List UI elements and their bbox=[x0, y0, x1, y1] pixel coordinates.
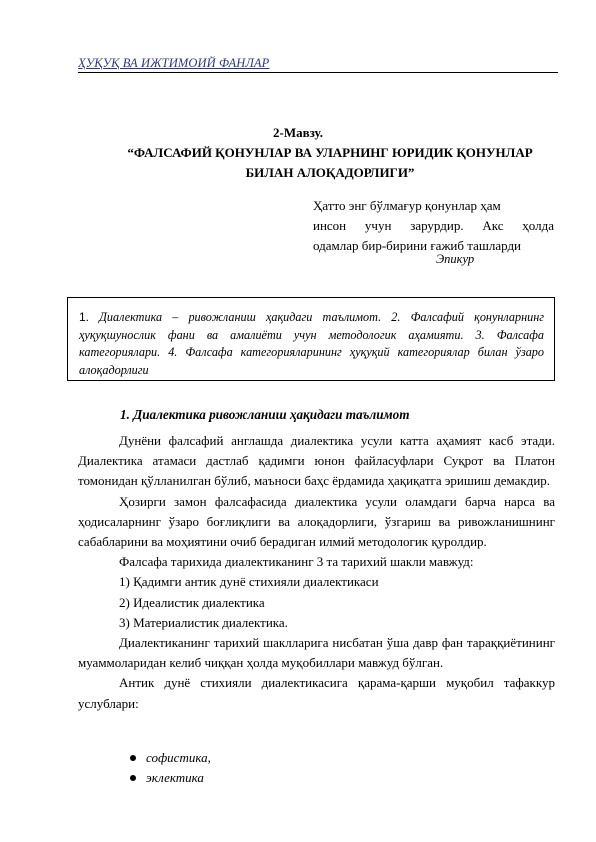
epigraph-author: Эпикур bbox=[436, 252, 475, 266]
bullet-list bbox=[130, 748, 211, 788]
header-title: ҲУҚУҚ ВА ИЖТИМОИЙ ФАНЛАР bbox=[78, 56, 270, 70]
paragraph-4: Диалектиканинг тарихий шаклларига нисбатан ўша давр фан тараққиётининг муаммоларидан келиб чиққан ҳолда муқобиллари мавжуд бўлган. bbox=[78, 635, 555, 671]
running-header bbox=[78, 56, 558, 74]
bullet-dot-icon bbox=[130, 755, 136, 761]
body-text bbox=[78, 431, 555, 714]
lecture-plan-box bbox=[67, 297, 555, 381]
epigraph-line-2: инсон учун зарурдир. Акс ҳолда bbox=[313, 218, 554, 233]
paragraph-1: Дунёни фалсафий англашда диалектика усули катта аҳамият касб этади. Диалектика атамаси дастлаб қадимги юнон файласуфлари Суқрот ва Платон томонидан қўлланилган бўлиб, маъноси баҳс ёрдамида ҳақиқатга эришиш демакдир. bbox=[78, 433, 555, 489]
topic-title-line-1: “ФАЛСАФИЙ ҚОНУНЛАР ВА УЛАРНИНГ ЮРИДИК ҚОНУНЛАР bbox=[127, 145, 533, 160]
topic-title bbox=[100, 143, 560, 183]
epigraph-line-1: Ҳатто энг бўлмағур қонунлар ҳам bbox=[313, 198, 501, 213]
list-item: 3) Материалистик диалектика. bbox=[119, 614, 288, 630]
plan-item-number: 1. bbox=[79, 310, 90, 324]
paragraph-5: Антик дунё стихияли диалектикасига қарама-қарши муқобил тафаккур услублари: bbox=[78, 675, 555, 711]
header-rule bbox=[78, 72, 558, 73]
bullet-item bbox=[130, 768, 211, 788]
lecture-plan-text bbox=[79, 309, 544, 379]
paragraph-3: Фалсафа тарихида диалектиканинг 3 та тарихий шакли мавжуд: bbox=[119, 554, 474, 570]
topic-title-line-2: БИЛАН АЛОҚАДОРЛИГИ” bbox=[245, 165, 415, 180]
bullet-dot-icon bbox=[130, 775, 136, 781]
epigraph-line-3: одамлар бир-бирини ғажиб ташларди bbox=[313, 238, 522, 253]
bullet-item bbox=[130, 748, 211, 768]
topic-number: 2-Мавзу. bbox=[272, 125, 324, 140]
bullet-text: эклектика bbox=[146, 770, 204, 785]
list-item: 2) Идеалистик диалектика bbox=[119, 594, 265, 610]
epigraph bbox=[313, 196, 554, 256]
paragraph-2: Ҳозирги замон фалсафасида диалектика усули оламдаги барча нарса ва ҳодисаларнинг ўзаро боғлиқлиги ва алоқадорлиги, ўзгариш ва ривожланишнинг сабабларини ва моҳиятини очиб берадиган илмий методологик қуролдир. bbox=[78, 493, 555, 550]
section-heading: 1. Диалектика ривожланиш ҳақидаги таълимот bbox=[120, 407, 410, 422]
list-item: 1) Қадимги антик дунё стихияли диалектикаси bbox=[119, 574, 379, 590]
plan-items: Диалектика – ривожланиш ҳақидаги таълимот. 2. Фалсафий қонунларнинг ҳуқуқшунослик фани ва амалиёти учун методологик аҳамияти. 3. Фалсафа категориялари. 4. Фалсафа категорияларининг ҳуқуқий категориялар билан ўзаро алоқадорлиги bbox=[79, 310, 545, 377]
bullet-text: софистика, bbox=[146, 750, 211, 765]
